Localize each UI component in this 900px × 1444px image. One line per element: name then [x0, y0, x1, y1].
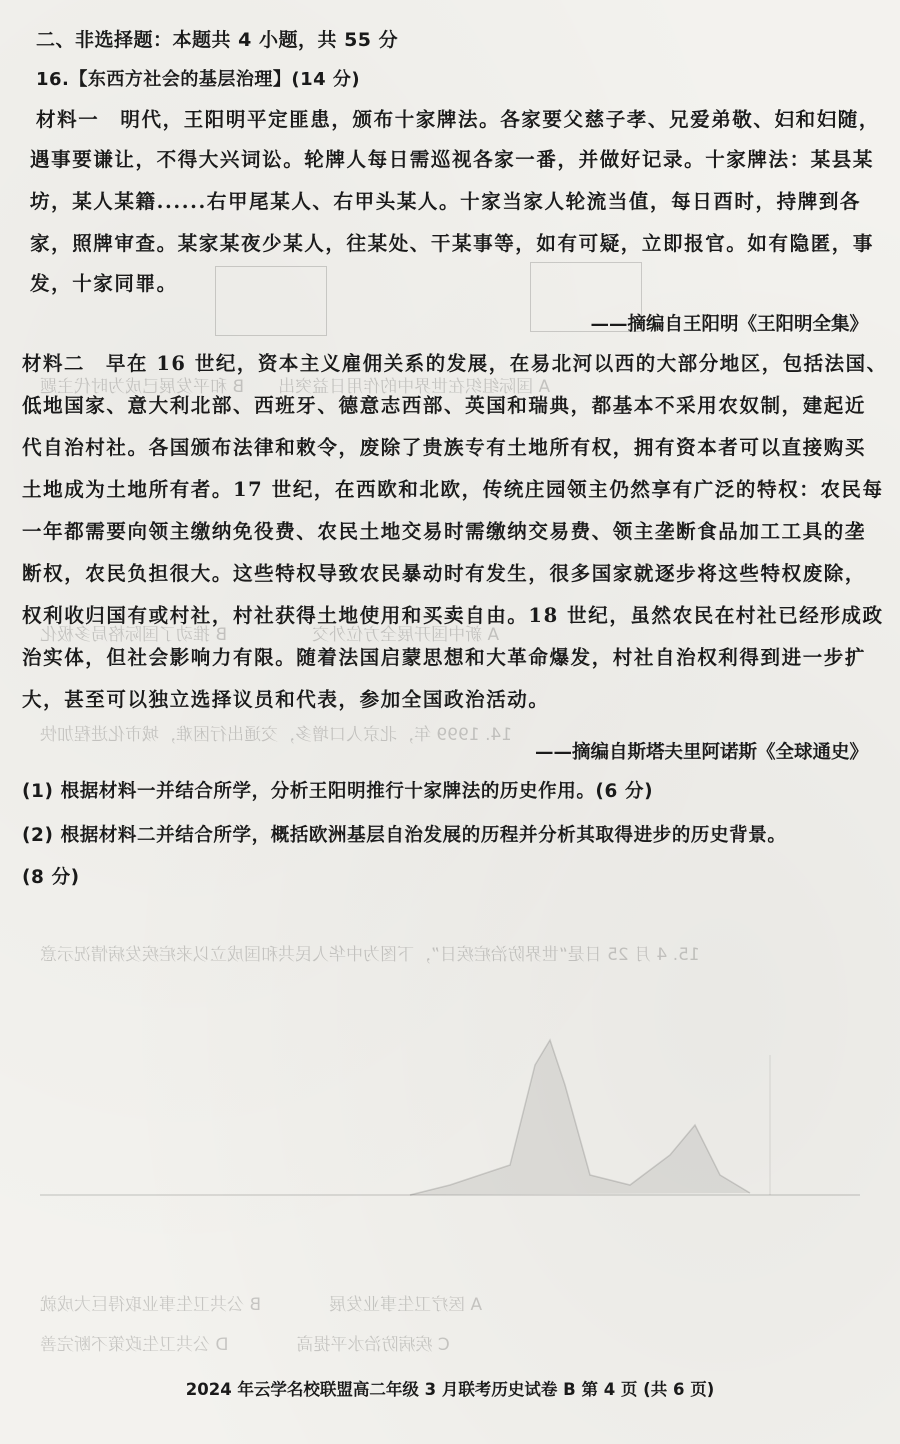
sub-question-2: (2) 根据材料二并结合所学，概括欧洲基层自治发展的历程并分析其取得进步的历史背景。	[22, 825, 787, 846]
material-1-line: 遇事要谦让，不得大兴词讼。轮牌人每日需巡视各家一番，并做好记录。十家牌法：某县某	[30, 148, 875, 171]
material-2-line: 权利收归国有或村社，村社获得土地使用和买卖自由。18 世纪，虽然农民在村社已经形成政	[22, 604, 884, 627]
section-heading: 二、非选择题：本题共 4 小题，共 55 分	[36, 29, 399, 51]
page-footer: 2024 年云学名校联盟高二年级 3 月联考历史试卷 B 第 4 页 (共 6 页)	[185, 1380, 715, 1399]
material-2-line: 低地国家、意大利北部、西班牙、德意志西部、英国和瑞典，都基本不采用农奴制，建起近	[22, 394, 867, 417]
material-2-line: 土地成为土地所有者。17 世纪，在西欧和北欧，传统庄园领主仍然享有广泛的特权：农民每	[22, 478, 884, 501]
bleed-through-text: A 新中国开展全方位外交 B 推动了国际格局多极化	[40, 625, 500, 645]
bleed-through-text: 15. 4 月 25 日是“世界防治疟疾日”，下图为中华人民共和国成立以来疟疾发病情况示意	[40, 945, 700, 965]
material-1-line: 家，照牌审查。某家某夜少某人，往某处、干某事等，如有可疑，立即报官。如有隐匿，事	[30, 232, 875, 255]
material-2-line: 材料二 早在 16 世纪，资本主义雇佣关系的发展，在易北河以西的大部分地区，包括法国、	[22, 352, 888, 375]
question-16-title: 16.【东西方社会的基层治理】(14 分)	[36, 69, 361, 90]
material-1-line: 材料一 明代，王阳明平定匪患，颁布十家牌法。各家要父慈子孝、兄爱弟敬、妇和妇随，	[36, 108, 881, 131]
material-1-source: ——摘编自王阳明《王阳明全集》	[590, 314, 868, 335]
sub-question-2-score: (8 分)	[22, 867, 80, 888]
bleed-through-text: C 疾病防治水平提高 D 公共卫生政策不断完善	[40, 1335, 450, 1355]
material-2-line: 断权，农民负担很大。这些特权导致农民暴动时有发生，很多国家就逐步将这些特权废除，	[22, 562, 867, 585]
material-2-line: 代自治村社。各国颁布法律和敕令，废除了贵族专有土地所有权，拥有资本者可以直接购买	[22, 436, 867, 459]
material-2-line: 大，甚至可以独立选择议员和代表，参加全国政治活动。	[22, 688, 550, 711]
bleed-through-text: 14. 1999 年，北京人口增多，交通出行困难，城市化进程加快	[40, 725, 513, 745]
material-2-source: ——摘编自斯塔夫里阿诺斯《全球通史》	[534, 742, 868, 763]
sub-question-1: (1) 根据材料一并结合所学，分析王阳明推行十家牌法的历史作用。(6 分)	[22, 781, 654, 802]
bleed-through-text: A 国际组织在世界中的作用日益突出 B 和平发展已成为时代主题	[40, 377, 551, 397]
material-2-line: 一年都需要向领主缴纳免役费、农民土地交易时需缴纳交易费、领主垄断食品加工工具的垄	[22, 520, 867, 543]
bleed-through-text: A 医疗卫生事业发展 B 公共卫生事业取得巨大成就	[40, 1295, 483, 1315]
material-2-line: 治实体，但社会影响力有限。随着法国启蒙思想和大革命爆发，村社自治权利得到进一步扩	[22, 646, 867, 669]
bleed-through-box-left	[215, 266, 327, 336]
material-1-line: 坊，某人某籍......右甲尾某人、右甲头某人。十家当家人轮流当值，每日酉时，持牌到各	[30, 190, 862, 213]
bleed-through-chart	[30, 1025, 870, 1215]
material-1-line: 发，十家同罪。	[30, 272, 178, 295]
